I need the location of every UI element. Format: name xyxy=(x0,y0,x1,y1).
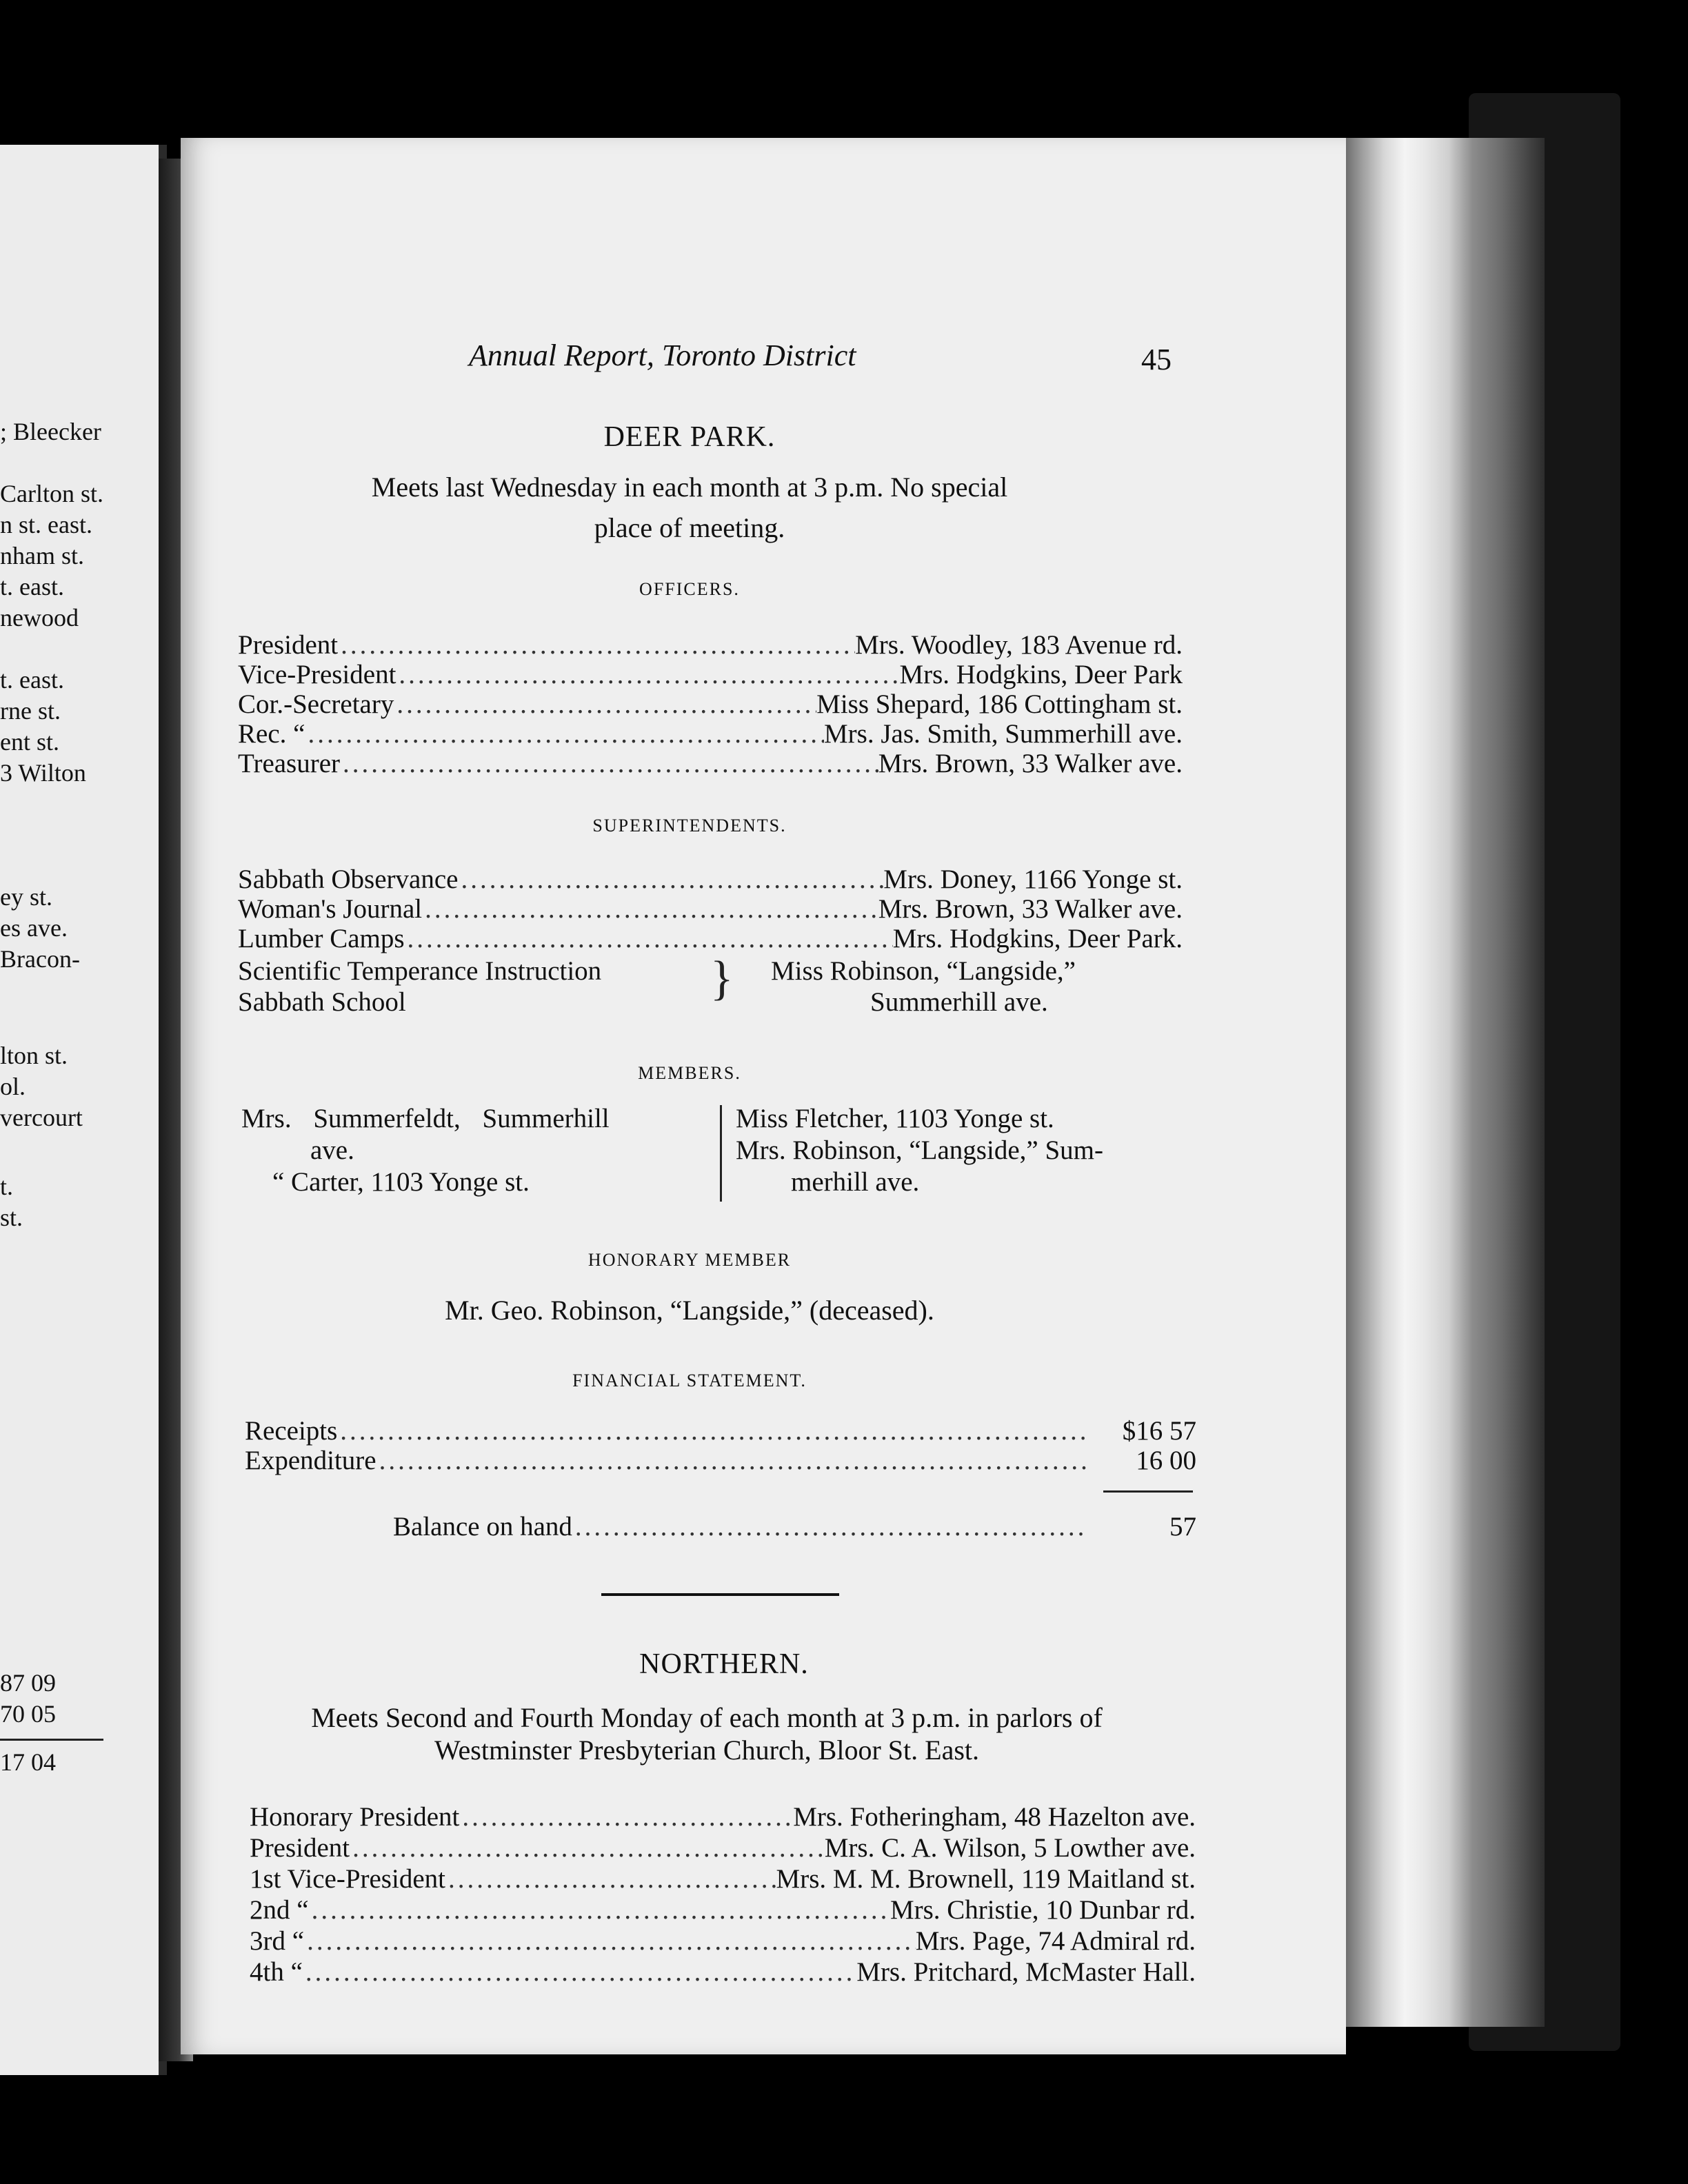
officer-role: 2nd “ xyxy=(250,1895,309,1925)
left-page-line: n st. east. xyxy=(0,511,92,538)
member-line: Miss Fletcher, 1103 Yonge st. xyxy=(736,1104,1054,1133)
leader-dots xyxy=(572,1511,1086,1542)
section-title-deer-park: DEER PARK. xyxy=(603,421,776,453)
officer-role: President xyxy=(250,1833,350,1863)
member-line: “ Carter, 1103 Yonge st. xyxy=(272,1167,530,1197)
left-page-line: 70 05 xyxy=(0,1700,56,1728)
left-page-line: ey st. xyxy=(0,883,52,911)
left-page-line: 87 09 xyxy=(0,1669,56,1697)
superintendent-role: Lumber Camps xyxy=(238,924,405,953)
brace-glyph: } xyxy=(710,952,734,1005)
superintendents-heading: SUPERINTENDENTS. xyxy=(592,816,787,836)
officer-role: Vice-President xyxy=(238,660,396,689)
left-page-line: Carlton st. xyxy=(0,480,103,507)
page-edges xyxy=(1345,138,1545,2027)
leader-dots xyxy=(422,893,878,924)
member-line: merhill ave. xyxy=(791,1167,920,1197)
financial-statement-heading: FINANCIAL STATEMENT. xyxy=(572,1371,807,1391)
honorary-member: Mr. Geo. Robinson, “Langside,” (deceased). xyxy=(445,1295,934,1326)
superintendent-row xyxy=(238,923,1183,954)
northern-officer-row xyxy=(250,1801,1196,1832)
northern-officer-row xyxy=(250,1957,1196,1988)
officer-name: Mrs. Woodley, 183 Avenue rd. xyxy=(855,630,1183,660)
officer-role: Cor.-Secretary xyxy=(238,689,394,719)
officer-role: President xyxy=(238,630,339,660)
officer-role: Honorary President xyxy=(250,1802,460,1832)
member-line: ave. xyxy=(310,1135,354,1165)
northern-officer-row xyxy=(250,1894,1196,1925)
leader-dots xyxy=(309,1894,890,1925)
left-page-line: ol. xyxy=(0,1073,26,1100)
leader-dots xyxy=(458,864,883,895)
left-page-line: st. xyxy=(0,1204,23,1231)
officer-row xyxy=(238,748,1183,779)
leader-dots xyxy=(303,1957,856,1988)
joint-name-line-1: Miss Robinson, “Langside,” xyxy=(771,956,1076,986)
officer-name: Mrs. Brown, 33 Walker ave. xyxy=(878,749,1183,778)
superintendent-name: Mrs. Doney, 1166 Yonge st. xyxy=(883,865,1183,894)
officer-row xyxy=(238,689,1183,720)
northern-officer-row xyxy=(250,1925,1196,1957)
running-head: Annual Report, Toronto District xyxy=(469,338,856,372)
leader-dots xyxy=(305,718,824,749)
officer-row xyxy=(238,629,1183,660)
officer-name: Mrs. Page, 74 Admiral rd. xyxy=(915,1926,1196,1956)
left-page-line: Bracon- xyxy=(0,945,80,973)
left-page-line: t. xyxy=(0,1173,14,1200)
leader-dots xyxy=(394,689,816,720)
financial-label: Balance on hand xyxy=(393,1512,572,1541)
page-number: 45 xyxy=(1141,343,1172,376)
officers-heading: OFFICERS. xyxy=(639,579,740,599)
northern-officer-row xyxy=(250,1863,1196,1894)
leader-dots xyxy=(350,1832,825,1863)
financial-amount: $16 57 xyxy=(1122,1416,1196,1446)
left-facing-page xyxy=(0,145,167,2075)
officer-name: Mrs. Christie, 10 Dunbar rd. xyxy=(890,1895,1196,1925)
left-page-rule xyxy=(0,1739,103,1741)
leader-dots xyxy=(396,659,899,690)
officer-name: Miss Shepard, 186 Cottingham st. xyxy=(816,689,1183,719)
members-heading: MEMBERS. xyxy=(638,1063,741,1083)
leader-dots xyxy=(340,748,878,779)
deer-park-meeting-line-1: Meets last Wednesday in each month at 3 p.m. No special xyxy=(371,472,1008,503)
left-page-line: t. east. xyxy=(0,666,64,694)
superintendent-role: Woman's Journal xyxy=(238,894,423,924)
leader-dots xyxy=(337,1415,1086,1446)
leader-dots xyxy=(304,1925,916,1957)
financial-row-balance xyxy=(393,1511,1196,1542)
left-page-line: lton st. xyxy=(0,1042,68,1069)
joint-role-1: Scientific Temperance Instruction xyxy=(238,956,602,986)
financial-label: Receipts xyxy=(245,1416,338,1446)
officer-role: 1st Vice-President xyxy=(250,1864,445,1894)
leader-dots xyxy=(445,1863,776,1894)
left-page-line: t. east. xyxy=(0,573,64,600)
honorary-member-heading: HONORARY MEMBER xyxy=(587,1250,792,1270)
superintendent-name: Mrs. Hodgkins, Deer Park. xyxy=(892,924,1183,953)
financial-row-receipts xyxy=(245,1415,1196,1446)
sum-rule xyxy=(1103,1490,1193,1493)
northern-meeting-line-1: Meets Second and Fourth Monday of each month at 3 p.m. in parlors of xyxy=(311,1702,1103,1733)
left-page-line: ent st. xyxy=(0,728,59,756)
officer-name: Mrs. Pritchard, McMaster Hall. xyxy=(856,1957,1196,1987)
officer-role: 4th “ xyxy=(250,1957,303,1987)
officer-row xyxy=(238,659,1183,690)
leader-dots xyxy=(405,923,893,954)
superintendent-row xyxy=(238,893,1183,924)
financial-label: Expenditure xyxy=(245,1446,376,1475)
members-column-divider xyxy=(720,1105,722,1202)
officer-name: Mrs. Hodgkins, Deer Park xyxy=(899,660,1183,689)
financial-amount: 57 xyxy=(1169,1512,1196,1541)
left-page-line: ; Bleecker xyxy=(0,418,101,445)
left-page-line: es ave. xyxy=(0,914,68,942)
officer-role: Rec. “ xyxy=(238,719,305,749)
leader-dots xyxy=(338,629,855,660)
members-left-column xyxy=(241,1103,696,1198)
officer-name: Mrs. Fotheringham, 48 Hazelton ave. xyxy=(793,1802,1196,1832)
left-page-line: nham st. xyxy=(0,542,84,569)
member-line: Mrs. Robinson, “Langside,” Sum- xyxy=(736,1135,1103,1165)
left-page-line: 3 Wilton xyxy=(0,759,86,787)
member-line: Mrs. Summerfeldt, Summerhill xyxy=(241,1104,610,1133)
section-title-northern: NORTHERN. xyxy=(639,1648,809,1680)
members-right-column xyxy=(736,1103,1205,1198)
left-page-line: rne st. xyxy=(0,697,61,725)
left-page-line: newood xyxy=(0,604,79,631)
financial-amount: 16 00 xyxy=(1136,1446,1196,1475)
left-page-line: 17 04 xyxy=(0,1748,56,1776)
deer-park-meeting-line-2: place of meeting. xyxy=(594,512,785,543)
financial-row-expenditure xyxy=(245,1445,1196,1476)
section-separator-rule xyxy=(601,1593,839,1596)
officer-role: Treasurer xyxy=(238,749,341,778)
left-page-line: vercourt xyxy=(0,1104,83,1131)
superintendent-name: Mrs. Brown, 33 Walker ave. xyxy=(878,894,1183,924)
officer-name: Mrs. Jas. Smith, Summerhill ave. xyxy=(824,719,1183,749)
joint-name-line-2: Summerhill ave. xyxy=(870,987,1048,1017)
superintendent-role: Sabbath Observance xyxy=(238,865,459,894)
officer-name: Mrs. M. M. Brownell, 119 Maitland st. xyxy=(776,1864,1196,1894)
leader-dots xyxy=(459,1801,793,1832)
officer-role: 3rd “ xyxy=(250,1926,305,1956)
leader-dots xyxy=(376,1445,1086,1476)
joint-role-2: Sabbath School xyxy=(238,987,406,1017)
superintendent-row xyxy=(238,864,1183,895)
northern-officer-row xyxy=(250,1832,1196,1863)
officer-name: Mrs. C. A. Wilson, 5 Lowther ave. xyxy=(824,1833,1196,1863)
northern-meeting-line-2: Westminster Presbyterian Church, Bloor St. East. xyxy=(434,1735,979,1766)
officer-row xyxy=(238,718,1183,749)
